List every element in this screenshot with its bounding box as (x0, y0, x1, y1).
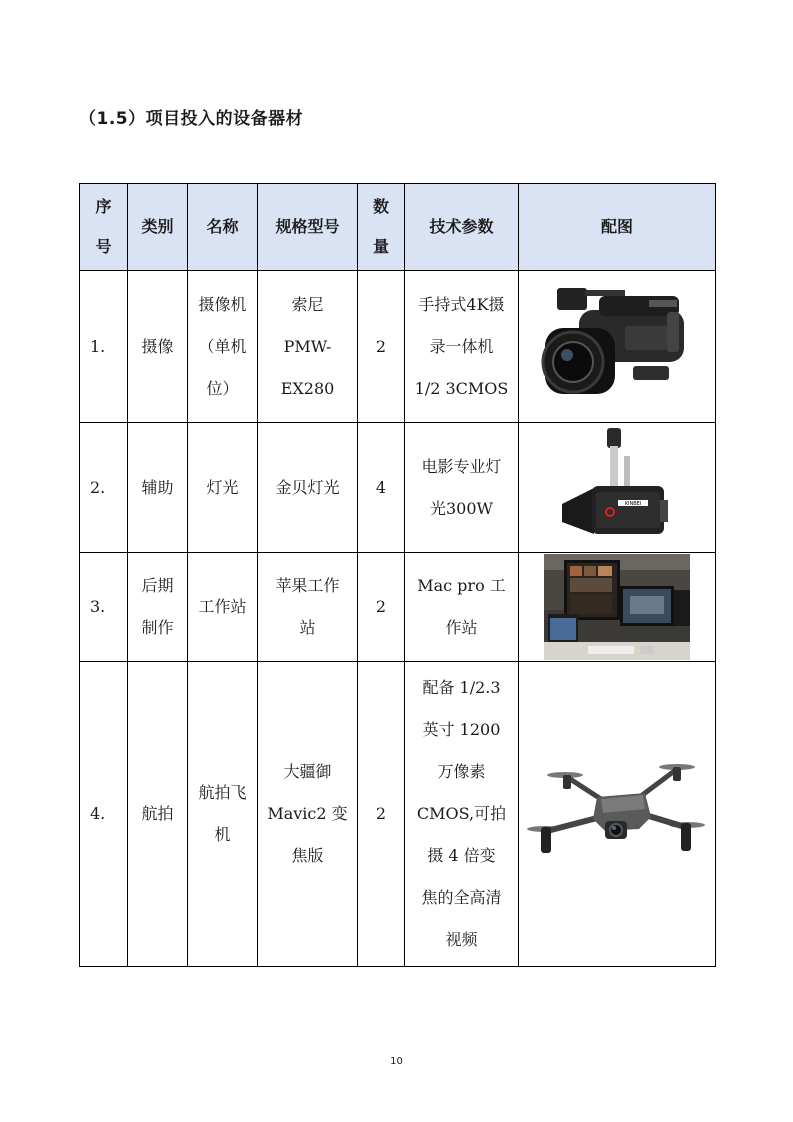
row-name: 灯光 (188, 423, 258, 553)
row-category: 摄像 (128, 271, 188, 423)
row-image (519, 423, 716, 553)
header-index: 序 号 (80, 184, 128, 271)
row-qty: 2 (358, 662, 405, 967)
row-name: 摄像机 （单机 位） (188, 271, 258, 423)
row-model: 大疆御 Mavic2 变 焦版 (258, 662, 358, 967)
row-model: 金贝灯光 (258, 423, 358, 553)
row-category: 航拍 (128, 662, 188, 967)
header-image: 配图 (519, 184, 716, 271)
row-number: 3. (80, 553, 128, 662)
row-params: Mac pro 工 作站 (405, 553, 519, 662)
row-params: 手持式4K摄 录一体机 1/2 3CMOS (405, 271, 519, 423)
row-number: 2. (80, 423, 128, 553)
row-image (519, 662, 716, 967)
row-model: 苹果工作 站 (258, 553, 358, 662)
header-model: 规格型号 (258, 184, 358, 271)
editing-workstation-photo-icon (544, 554, 690, 660)
equipment-table (79, 183, 716, 967)
drone-photo-icon (527, 759, 707, 869)
row-qty: 2 (358, 271, 405, 423)
row-image (519, 553, 716, 662)
header-params: 技术参数 (405, 184, 519, 271)
page-number: 10 (390, 1056, 403, 1067)
table-row (80, 271, 716, 423)
row-name: 航拍飞 机 (188, 662, 258, 967)
row-params: 配备 1/2.3 英寸 1200 万像素 CMOS,可拍 摄 4 倍变 焦的全高清 视频 (405, 662, 519, 967)
row-category: 辅助 (128, 423, 188, 553)
row-params: 电影专业灯 光300W (405, 423, 519, 553)
studio-light-photo-icon (552, 426, 682, 550)
row-category: 后期 制作 (128, 553, 188, 662)
row-number: 1. (80, 271, 128, 423)
table-row (80, 553, 716, 662)
row-image (519, 271, 716, 423)
section-heading: （1.5）项目投入的设备器材 (79, 109, 304, 129)
svg-text:KINBEI: KINBEI (624, 500, 642, 507)
table-header-row (80, 184, 716, 271)
row-model: 索尼 PMW-EX280 (258, 271, 358, 423)
header-category: 类别 (128, 184, 188, 271)
table-row (80, 423, 716, 553)
header-name: 名称 (188, 184, 258, 271)
camcorder-photo-icon (537, 282, 697, 412)
row-name: 工作站 (188, 553, 258, 662)
row-number: 4. (80, 662, 128, 967)
table-row (80, 662, 716, 967)
header-qty: 数 量 (358, 184, 405, 271)
row-qty: 4 (358, 423, 405, 553)
row-qty: 2 (358, 553, 405, 662)
